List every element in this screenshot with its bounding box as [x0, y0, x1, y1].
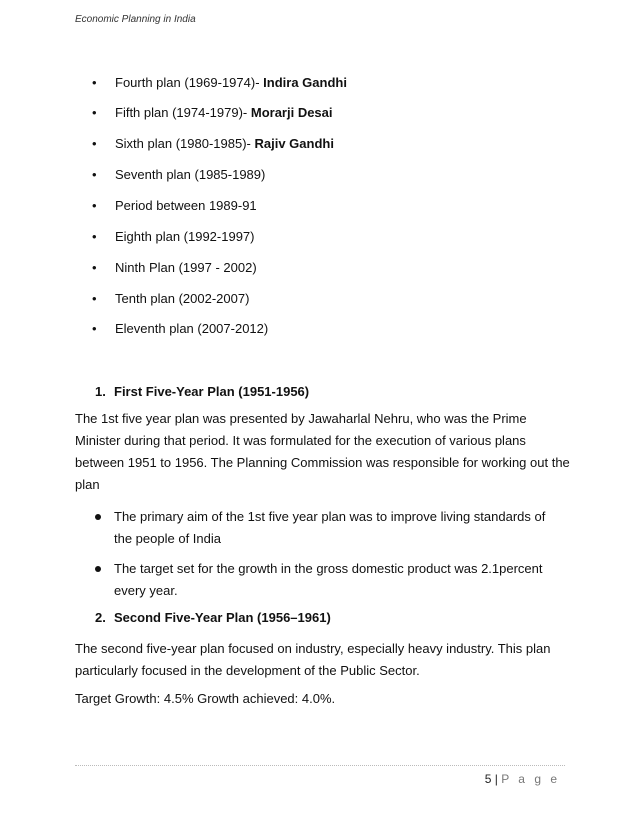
footer-divider [75, 765, 565, 766]
section-heading-second-plan [95, 610, 331, 625]
bullet-icon: • [92, 260, 97, 275]
bullet-icon: • [92, 321, 97, 336]
section-number: 2. [95, 610, 106, 625]
plan-leader: Morarji Desai [250, 105, 333, 120]
plan-leader: Indira Gandhi [263, 75, 347, 90]
point-text: The target set for the growth in the gross domestic product was 2.1percent every year. [114, 561, 543, 598]
bullet-icon: • [92, 136, 97, 151]
plan-text: Tenth plan (2002-2007) [115, 291, 250, 306]
plan-leader: Rajiv Gandhi [254, 136, 334, 151]
plan-text: Ninth Plan (1997 - 2002) [115, 260, 257, 275]
section-heading-first-plan [95, 384, 309, 399]
section-title: First Five-Year Plan (1951-1956) [114, 384, 310, 399]
page-number: 5 [484, 772, 492, 786]
section-number: 1. [95, 384, 106, 399]
plan-text: Fifth plan (1974-1979)- [115, 105, 251, 120]
footer-separator: | [494, 772, 498, 786]
point-text: The primary aim of the 1st five year plan was to improve living standards of the people of India [114, 509, 546, 546]
first-plan-paragraph: The 1st five year plan was presented by Jawaharlal Nehru, who was the Prime Minister during that period. It was formulated for the execution of various plans between 1951 to 1956. The Planning Commission was responsible for working out the plan [75, 411, 570, 492]
bullet-icon: • [92, 198, 97, 213]
page-footer [485, 772, 560, 786]
bullet-icon: • [92, 229, 97, 244]
plan-text: Eighth plan (1992-1997) [115, 229, 255, 244]
bullet-icon: • [92, 105, 97, 120]
bullet-icon: • [92, 291, 97, 306]
plan-text: Fourth plan (1969-1974)- [115, 75, 264, 90]
page-header: Economic Planning in India [75, 14, 196, 25]
bullet-dot-icon [95, 514, 101, 520]
plan-text: Eleventh plan (2007-2012) [115, 321, 269, 336]
growth-summary: Target Growth: 4.5% Growth achieved: 4.0%. [75, 691, 336, 706]
bullet-dot-icon [95, 566, 101, 572]
plan-text: Period between 1989-91 [115, 198, 257, 213]
plan-text: Seventh plan (1985-1989) [115, 167, 266, 182]
page-label: P a g e [501, 772, 560, 786]
plan-text: Sixth plan (1980-1985)- [115, 136, 255, 151]
bullet-icon: • [92, 75, 97, 90]
bullet-icon: • [92, 167, 97, 182]
section-title: Second Five-Year Plan (1956–1961) [114, 610, 331, 625]
second-plan-paragraph: The second five-year plan focused on industry, especially heavy industry. This plan particularly focused in the development of the Public Sector. [75, 641, 551, 678]
